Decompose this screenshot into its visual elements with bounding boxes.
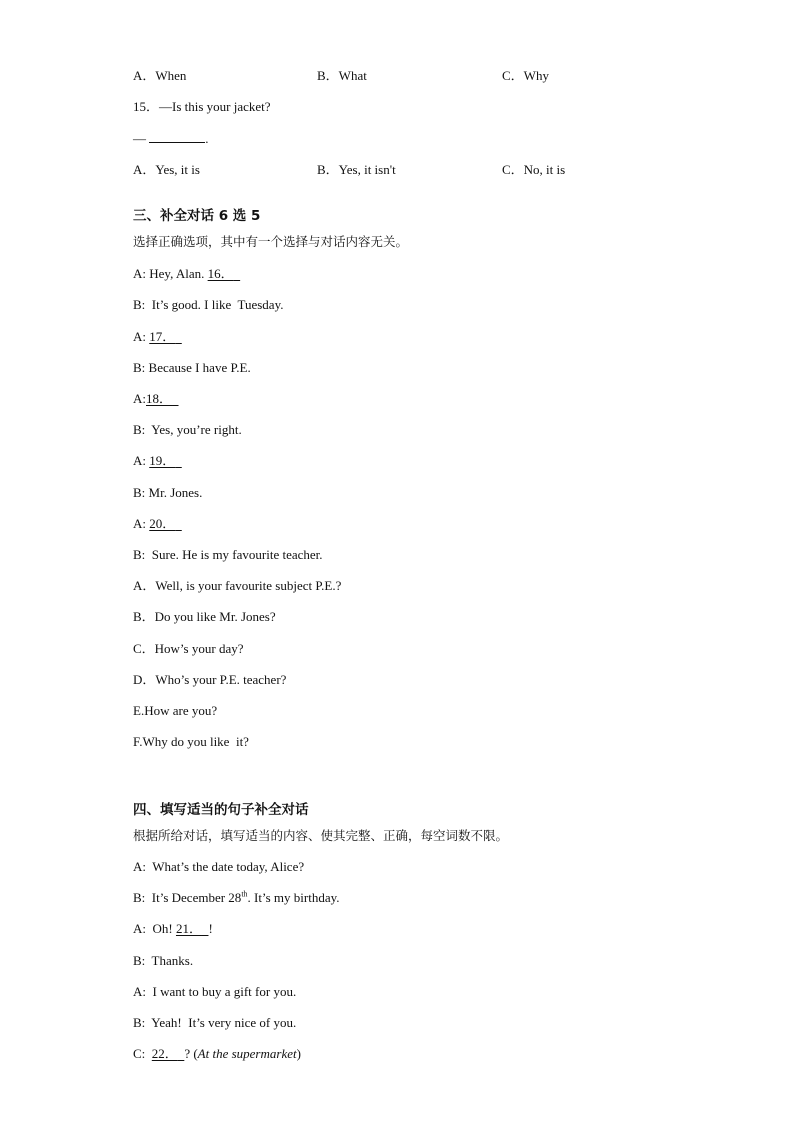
s4-line-3: A: Oh! 21． ! [133, 921, 213, 936]
dialogue-line: A: 17． [133, 329, 176, 344]
q15-option-b: B．Yes, it isn't [317, 162, 396, 177]
blank-16: 16． [207, 266, 234, 281]
dialogue-line: A: 19． [133, 453, 176, 468]
section3-title: 三、补全对话 6 选 5 [133, 208, 261, 224]
s4-line-4: B: Thanks. [133, 953, 194, 968]
dialogue-line: A:18． [133, 391, 173, 406]
s4-line-5: A: I want to buy a gift for you. [133, 984, 297, 999]
q15-answer-blank [149, 142, 205, 143]
dialogue-line: B: Yes, you’re right. [133, 422, 242, 437]
section4-title: 四、填写适当的句子补全对话 [133, 802, 309, 818]
blank-22: 22． [151, 1046, 178, 1061]
dialogue-line: B: It’s good. I like Tuesday. [133, 297, 284, 312]
section4-instruction: 根据所给对话，填写适当的内容、使其完整、正确，每空词数不限。 [133, 828, 509, 843]
q14-option-c: C．Why [502, 68, 549, 83]
s4-line-1: A: What’s the date today, Alice? [133, 859, 305, 874]
q14-option-b: B．What [317, 68, 367, 83]
choice-d: D．Who’s your P.E. teacher? [133, 672, 287, 687]
s4-line-7: C: 22． ? (At the supermarket) [133, 1046, 301, 1061]
blank-19: 19． [149, 453, 176, 468]
choice-a: A．Well, is your favourite subject P.E.? [133, 578, 342, 593]
blank-21: 21． [175, 921, 202, 936]
q15-reply [133, 131, 209, 147]
choice-c: C．How’s your day? [133, 641, 244, 656]
blank-20: 20． [149, 516, 176, 531]
q15-reply-suffix: . [205, 131, 209, 146]
q15-option-a: A．Yes, it is [133, 162, 200, 177]
q15-reply-prefix: — [133, 131, 146, 146]
dialogue-line: A: 20． [133, 516, 176, 531]
q15-option-c: C．No, it is [502, 162, 566, 177]
blank-17: 17． [149, 329, 176, 344]
dialogue-line: A: Hey, Alan. 16． [133, 266, 234, 281]
dialogue-line: B: Mr. Jones. [133, 485, 203, 500]
blank-18: 18． [146, 391, 173, 406]
choice-b: B．Do you like Mr. Jones? [133, 609, 276, 624]
choice-e: E.How are you? [133, 703, 218, 718]
q14-option-a: A．When [133, 68, 187, 83]
dialogue-line: B: Because I have P.E. [133, 360, 251, 375]
q15-stem: 15．—Is this your jacket? [133, 99, 271, 114]
section3-instruction: 选择正确选项，其中有一个选择与对话内容无关。 [133, 234, 409, 249]
dialogue-line: B: Sure. He is my favourite teacher. [133, 547, 323, 562]
s4-line-6: B: Yeah! It’s very nice of you. [133, 1015, 297, 1030]
choice-f: F.Why do you like it? [133, 734, 249, 749]
s4-line-2: B: It’s December 28th. It’s my birthday. [133, 889, 340, 905]
